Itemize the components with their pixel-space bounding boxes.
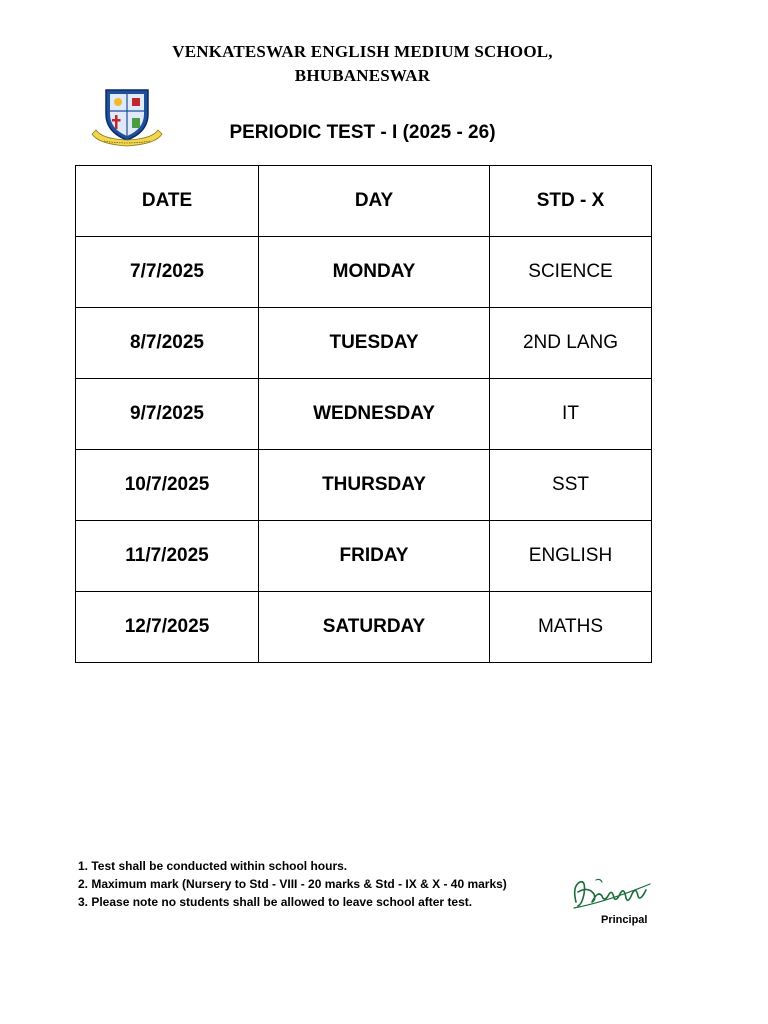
date-cell: 10/7/2025 [76, 450, 259, 521]
principal-label: Principal [601, 914, 648, 926]
date-cell: 7/7/2025 [76, 237, 259, 308]
subject-cell: MATHS [490, 592, 652, 663]
subject-cell: IT [490, 379, 652, 450]
date-cell: 8/7/2025 [76, 308, 259, 379]
day-cell: WEDNESDAY [259, 379, 490, 450]
table-header-row [76, 166, 652, 237]
header-std: STD - X [490, 166, 652, 237]
day-cell: MONDAY [259, 237, 490, 308]
subject-cell: 2ND LANG [490, 308, 652, 379]
instruction-item: 1. Test shall be conducted within school hours. [78, 859, 348, 873]
table-row [76, 592, 652, 663]
date-cell: 12/7/2025 [76, 592, 259, 663]
school-name-line2: BHUBANESWAR [294, 66, 431, 85]
day-cell: TUESDAY [259, 308, 490, 379]
date-cell: 11/7/2025 [76, 521, 259, 592]
day-cell: FRIDAY [259, 521, 490, 592]
table-row [76, 379, 652, 450]
day-cell: THURSDAY [259, 450, 490, 521]
day-cell: SATURDAY [259, 592, 490, 663]
header-date: DATE [76, 166, 259, 237]
subject-cell: SCIENCE [490, 237, 652, 308]
subject-cell: SST [490, 450, 652, 521]
table-row [76, 237, 652, 308]
school-name [0, 40, 725, 88]
table-row [76, 521, 652, 592]
subject-cell: ENGLISH [490, 521, 652, 592]
exam-schedule-table [75, 165, 652, 663]
school-name-line1: VENKATESWAR ENGLISH MEDIUM SCHOOL, [172, 42, 553, 61]
test-title: PERIODIC TEST - I (2025 - 26) [229, 122, 496, 143]
signature-icon [566, 872, 654, 914]
instruction-item: 2. Maximum mark (Nursery to Std - VIII - 20 marks & Std - IX & X - 40 marks) [78, 877, 507, 891]
header-day: DAY [259, 166, 490, 237]
date-cell: 9/7/2025 [76, 379, 259, 450]
instructions-list [78, 857, 507, 911]
table-row [76, 450, 652, 521]
instruction-item: 3. Please note no students shall be allowed to leave school after test. [78, 895, 473, 909]
table-row [76, 308, 652, 379]
